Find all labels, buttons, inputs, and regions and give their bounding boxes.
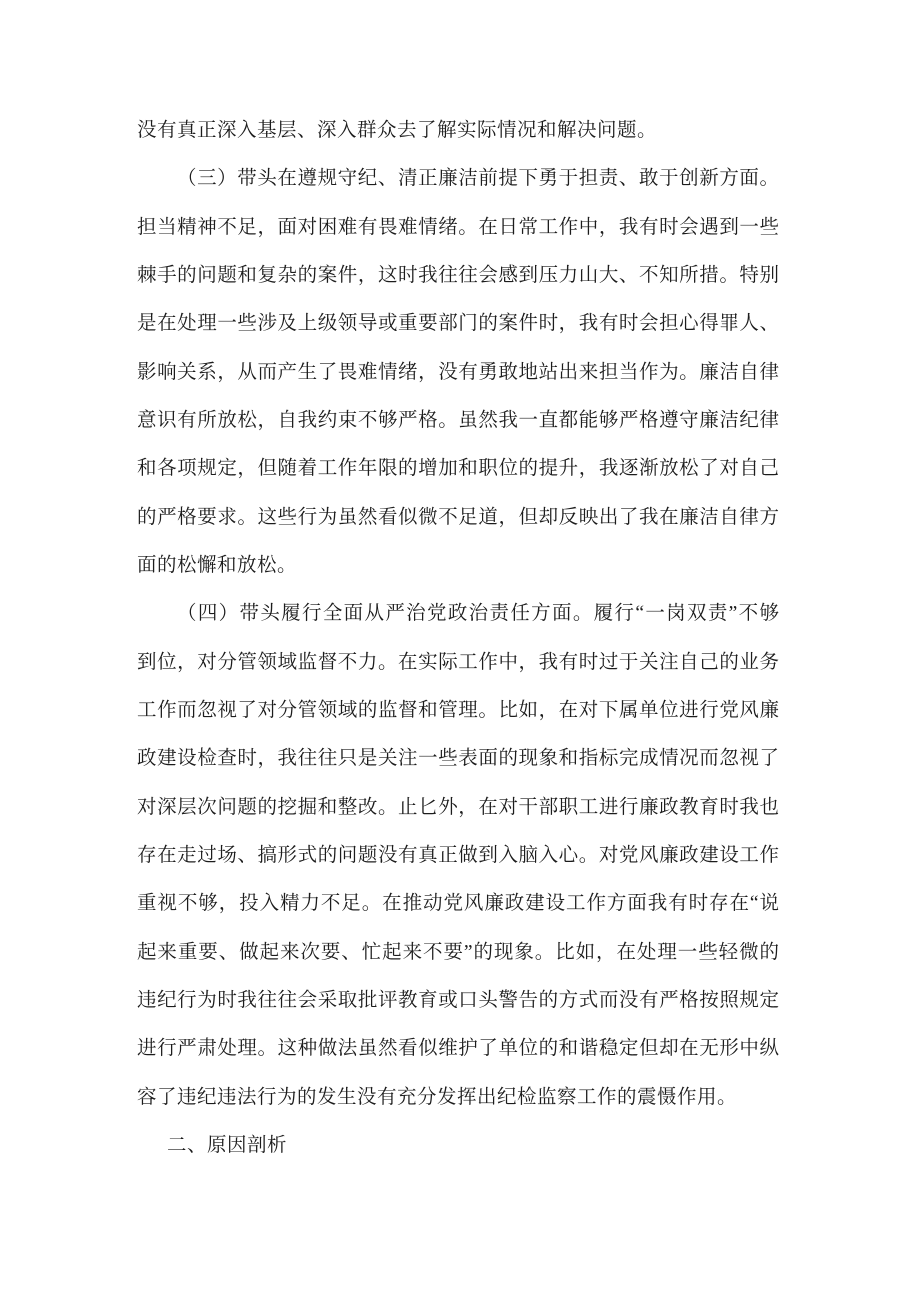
continued-paragraph	[137, 107, 779, 155]
paragraph-line: 政建设检查时，我往往只是关注一些表面的现象和指标完成情况而忽视了	[137, 748, 779, 770]
section-4-paragraph	[137, 590, 779, 1122]
paragraph-line: 对深层次问题的挖掘和整改。止匕外，在对干部职工进行廉政教育时我也	[137, 796, 779, 818]
section-heading: 二、原因剖析	[167, 1134, 288, 1156]
paragraph-line: 是在处理一些涉及上级领导或重要部门的案件时，我有时会担心得罪人、	[137, 313, 779, 335]
paragraph-line: 违纪行为时我往往会采取批评教育或口头警告的方式而没有严格按照规定	[137, 989, 779, 1011]
section-4-title-line: （四）带头履行全面从严治党政治责任方面。履行“一岗双责”不够	[177, 603, 779, 625]
paragraph-line: 担当精神不足，面对困难有畏难情绪。在日常工作中，我有时会遇到一些	[137, 216, 779, 238]
document-body	[137, 107, 779, 1170]
paragraph-line: 意识有所放松，自我约束不够严格。虽然我一直都能够严格遵守廉洁纪律	[137, 409, 779, 431]
paragraph-line: 到位，对分管领域监督不力。在实际工作中，我有时过于关注自己的业务	[137, 651, 779, 673]
paragraph-line: 工作而忽视了对分管领域的监督和管理。比如，在对下属单位进行党风廉	[137, 699, 779, 721]
paragraph-line: 进行严肃处理。这种做法虽然看似维护了单位的和谐稳定但却在无形中纵	[137, 1038, 779, 1060]
section-3-title-line: （三）带头在遵规守纪、清正廉洁前提下勇于担责、敢于创新方面。	[177, 168, 779, 190]
paragraph-line: 的严格要求。这些行为虽然看似微不足道，但却反映出了我在廉洁自律方	[137, 506, 779, 528]
paragraph-line: 和各项规定，但随着工作年限的增加和职位的提升，我逐渐放松了对自己	[137, 458, 779, 480]
paragraph-line: 影响关系，从而产生了畏难情绪，没有勇敢地站出来担当作为。廉洁自律	[137, 361, 779, 383]
paragraph-line: 面的松懈和放松。	[137, 554, 298, 576]
paragraph-line: 存在走过场、搞形式的问题没有真正做到入脑入心。对党风廉政建设工作	[137, 844, 779, 866]
paragraph-line: 容了违纪违法行为的发生没有充分发挥出纪检监察工作的震慑作用。	[137, 1086, 738, 1108]
paragraph-line: 棘手的问题和复杂的案件，这时我往往会感到压力山大、不知所措。特别	[137, 264, 779, 286]
paragraph-line: 没有真正深入基层、深入群众去了解实际情况和解决问题。	[137, 120, 658, 141]
section-3-paragraph	[137, 155, 779, 590]
paragraph-line: 起来重要、做起来次要、忙起来不要”的现象。比如，在处理一些轻微的	[137, 941, 779, 963]
paragraph-line: 重视不够，投入精力不足。在推动党风廉政建设工作方面我有时存在“说	[137, 893, 779, 915]
